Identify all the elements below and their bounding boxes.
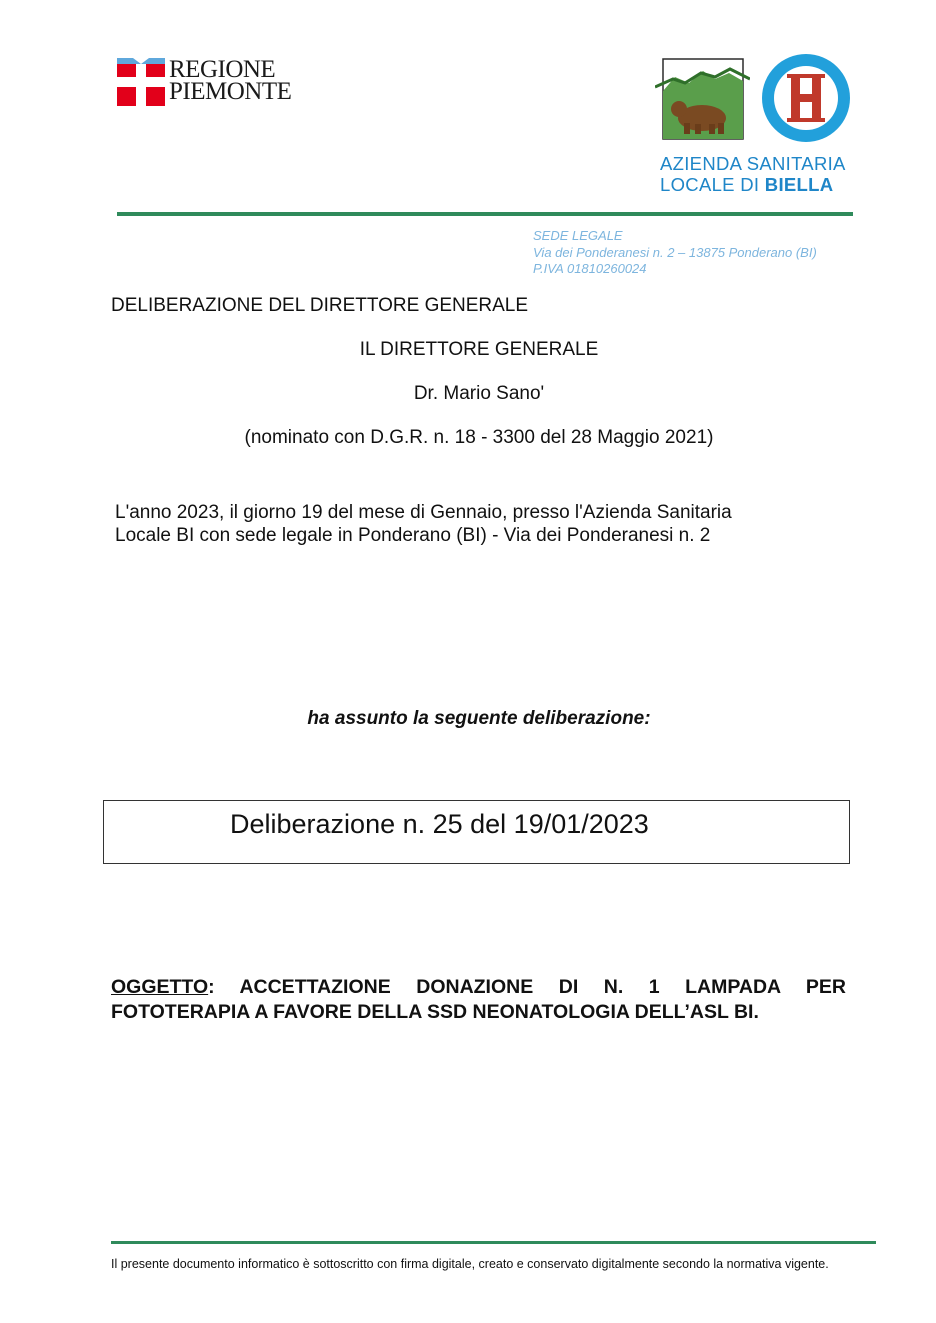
resolution-number-box bbox=[103, 800, 850, 864]
regione-logo-text bbox=[169, 56, 292, 105]
bear-icon bbox=[655, 57, 750, 141]
footer-divider bbox=[111, 1241, 876, 1244]
sede-title: SEDE LEGALE bbox=[533, 228, 623, 243]
asl-logo-line1: AZIENDA SANITARIA bbox=[660, 153, 846, 174]
regione-logo-line2: PIEMONTE bbox=[169, 78, 292, 105]
hospital-h-seal-icon bbox=[760, 52, 852, 144]
asl-logo-line2-light: LOCALE DI bbox=[660, 174, 765, 195]
document-type-heading: DELIBERAZIONE DEL DIRETTORE GENERALE bbox=[111, 295, 529, 316]
preamble bbox=[115, 501, 815, 547]
sede-address: Via dei Ponderanesi n. 2 – 13875 Ponderano (BI) bbox=[533, 244, 817, 260]
subject-colon: : bbox=[208, 976, 240, 998]
resolution-intro: ha assunto la seguente deliberazione: bbox=[307, 708, 651, 729]
subject-text: ACCETTAZIONE DONAZIONE DI N. 1 LAMPADA PER FOTOTERAPIA A FAVORE DELLA SSD NEONATOLOGIA DELL’ASL BI. bbox=[111, 976, 846, 1023]
subject-label: OGGETTO bbox=[111, 976, 209, 998]
director-name: Dr. Mario Sano' bbox=[413, 383, 545, 404]
sede-piva: P.IVA 01810260024 bbox=[533, 261, 647, 276]
resolution-number: Deliberazione n. 25 del 19/01/2023 bbox=[230, 809, 649, 839]
director-role: IL DIRETTORE GENERALE bbox=[359, 339, 599, 360]
header-divider bbox=[117, 212, 853, 216]
director-appointment: (nominato con D.G.R. n. 18 - 3300 del 28 Maggio 2021) bbox=[244, 427, 714, 448]
asl-biella-logo bbox=[655, 52, 855, 197]
sede-legale-block bbox=[533, 228, 817, 278]
piemonte-flag-icon bbox=[117, 58, 165, 106]
subject-block bbox=[111, 975, 846, 1025]
asl-logo-text bbox=[660, 153, 846, 195]
footer-note: Il presente documento informatico è sottoscritto con firma digitale, creato e conservato digitalmente secondo la normativa vigente. bbox=[111, 1257, 829, 1271]
asl-logo-line2-bold: BIELLA bbox=[764, 174, 834, 195]
asl-logo-line2 bbox=[660, 174, 846, 195]
preamble-line2: Locale BI con sede legale in Ponderano (BI) - Via dei Ponderanesi n. 2 bbox=[115, 525, 711, 546]
preamble-line1: L'anno 2023, il giorno 19 del mese di Gennaio, presso l'Azienda Sanitaria bbox=[115, 502, 732, 523]
regione-piemonte-logo bbox=[117, 56, 292, 108]
regione-logo-line1: REGIONE bbox=[169, 56, 276, 83]
